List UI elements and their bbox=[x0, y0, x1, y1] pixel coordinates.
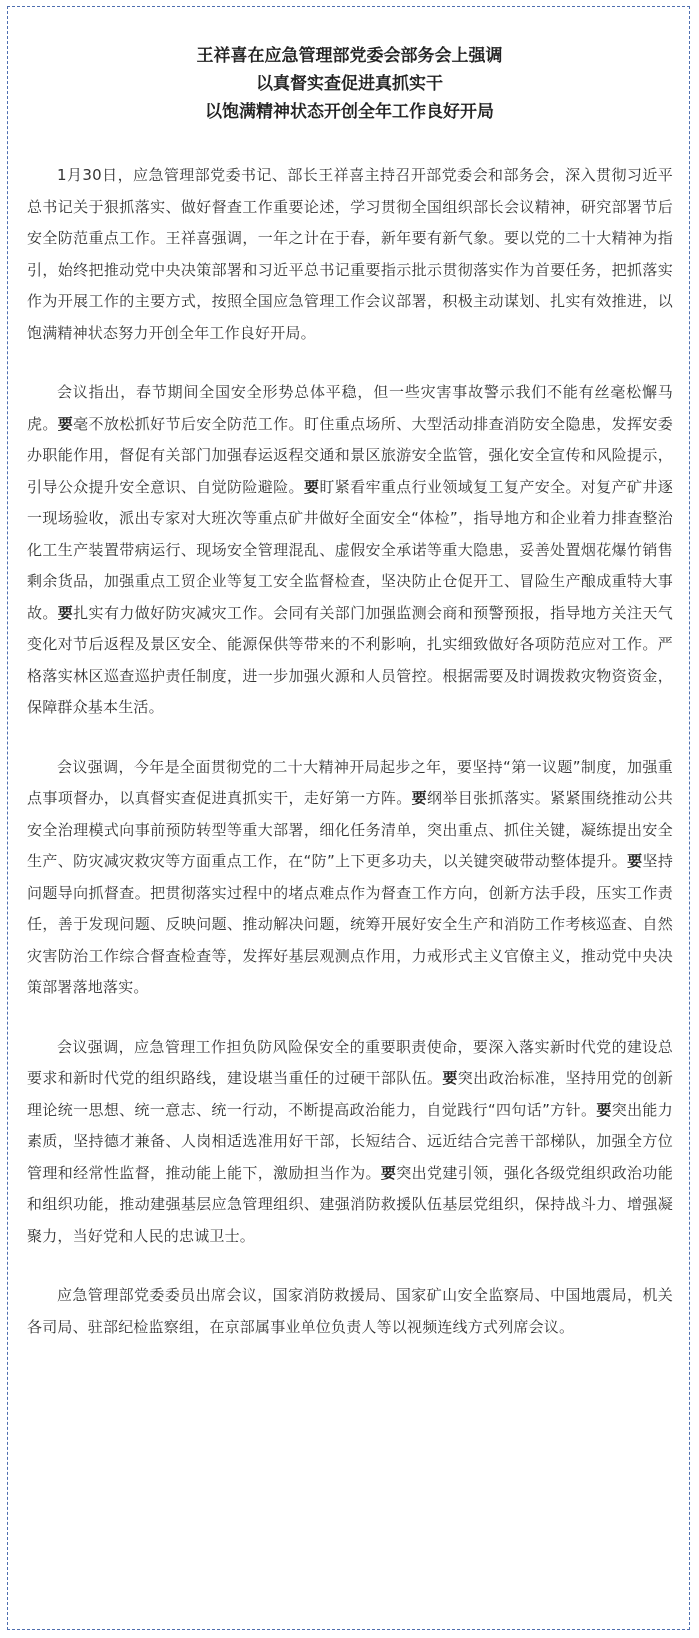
article-paragraph bbox=[27, 752, 673, 1004]
article-paragraph bbox=[27, 377, 673, 724]
subheadline-1: 以真督实查促进真抓实干 bbox=[256, 74, 443, 94]
paragraph-text: 会议指出，春节期间全国安全形势总体平稳，但一些灾害事故警示我们不能有丝毫松懈马虎。 bbox=[27, 383, 673, 433]
paragraph-text: 盯紧看牢重点行业领域复工复产安全。对复产矿井逐一现场验收，派出专家对大班次等重点矿井做好全面安全“体检”，指导地方和企业着力排查整治化工生产装置带病运行、现场安全管理混乱、虚假安全承诺等重大隐患，妥善处置烟花爆竹销售剩余货品，加强重点工贸企业等复工安全监督检查，坚决防止仓促开工、冒险生产酿成重特大事故。 bbox=[27, 477, 673, 622]
emphasis-text: 要 bbox=[303, 477, 320, 496]
paragraph-text: 应急管理部党委委员出席会议，国家消防救援局、国家矿山安全监察局、中国地震局，机关各司局、驻部纪检监察组，在京部属事业单位负责人等以视频连线方式列席会议。 bbox=[27, 1286, 673, 1336]
article-paragraph bbox=[27, 160, 673, 349]
emphasis-text: 要 bbox=[627, 852, 643, 870]
article-paragraph bbox=[27, 1032, 673, 1253]
paragraph-text: 毫不放松抓好节后安全防范工作。盯住重点场所、大型活动排查消防安全隐患，发挥安委办职能作用，督促有关部门加强春运返程交通和景区旅游安全监管，强化安全宣传和风险提示，引导公众提升安全意识、自觉防险避险。 bbox=[27, 414, 673, 496]
paragraph-text: 突出能力素质，坚持德才兼备、人岗相适选准用好干部，长短结合、远近结合完善干部梯队，加强全方位管理和经常性监督，推动能上能下，激励担当作为。 bbox=[27, 1100, 673, 1182]
paragraph-text: 1月30日，应急管理部党委书记、部长王祥喜主持召开部党委会和部务会，深入贯彻习近平总书记关于狠抓落实、做好督查工作重要论述，学习贯彻全国组织部长会议精神，研究部署节后安全防范重点工作。王祥喜强调，一年之计在于春，新年要有新气象。要以党的二十大精神为指引，始终把推动党中央决策部署和习近平总书记重要指示批示贯彻落实作为首要任务，把抓落实作为开展工作的主要方式，按照全国应急管理工作会议部署，积极主动谋划、扎实有效推进，以饱满精神状态努力开创全年工作良好开局。 bbox=[27, 166, 673, 342]
paragraph-text: 纲举目张抓落实。紧紧围绕推动公共安全治理模式向事前预防转型等重大部署，细化任务清单，突出重点、抓住关键，凝练提出安全生产、防灾减灾救灾等方面重点工作，在“防”上下更多功夫，以关键突破带动整体提升。 bbox=[27, 789, 673, 870]
emphasis-text: 要 bbox=[57, 414, 74, 433]
emphasis-text: 要 bbox=[442, 1069, 458, 1087]
emphasis-text: 要 bbox=[596, 1100, 612, 1119]
paragraph-text: 会议强调，应急管理工作担负防风险保安全的重要职责使命，要深入落实新时代党的建设总要求和新时代党的组织路线，建设堪当重任的过硬干部队伍。 bbox=[27, 1037, 673, 1087]
article-body bbox=[27, 160, 673, 1371]
emphasis-text: 要 bbox=[380, 1163, 397, 1182]
subheadline-2: 以饱满精神状态开创全年工作良好开局 bbox=[205, 102, 494, 122]
paragraph-text: 扎实有力做好防灾减灾工作。会同有关部门加强监测会商和预警预报，指导地方关注天气变化对节后返程及景区安全、能源保供等带来的不利影响，扎实细致做好各项防范应对工作。严格落实林区巡查巡护责任制度，进一步加强火源和人员管控。根据需要及时调拨救灾物资资金，保障群众基本生活。 bbox=[27, 603, 673, 716]
paragraph-text: 突出政治标准，坚持用党的创新理论统一思想、统一意志、统一行动，不断提高政治能力，自觉践行“四句话”方针。 bbox=[27, 1069, 674, 1119]
paragraph-text: 会议强调，今年是全面贯彻党的二十大精神开局起步之年，要坚持“第一议题”制度，加强重点事项督办，以真督实查促进真抓实干，走好第一方阵。 bbox=[27, 757, 673, 807]
emphasis-text: 要 bbox=[57, 603, 74, 622]
emphasis-text: 要 bbox=[411, 789, 428, 807]
article-title-block bbox=[0, 42, 699, 126]
article-paragraph bbox=[27, 1280, 673, 1343]
headline: 王祥喜在应急管理部党委会部务会上强调 bbox=[196, 46, 503, 66]
paragraph-text: 坚持问题导向抓督查。把贯彻落实过程中的堵点难点作为督查工作方向，创新方法手段，压实工作责任，善于发现问题、反映问题、推动解决问题，统筹开展好安全生产和消防工作考核巡查、自然灾害防治工作综合督查检查等，发挥好基层观测点作用，力戒形式主义官僚主义，推动党中央决策部署落地落实。 bbox=[27, 852, 674, 996]
paragraph-text: 突出党建引领，强化各级党组织政治功能和组织功能，推动建强基层应急管理组织、建强消防救援队伍基层党组织，保持战斗力、增强凝聚力，当好党和人民的忠诚卫士。 bbox=[27, 1163, 673, 1245]
